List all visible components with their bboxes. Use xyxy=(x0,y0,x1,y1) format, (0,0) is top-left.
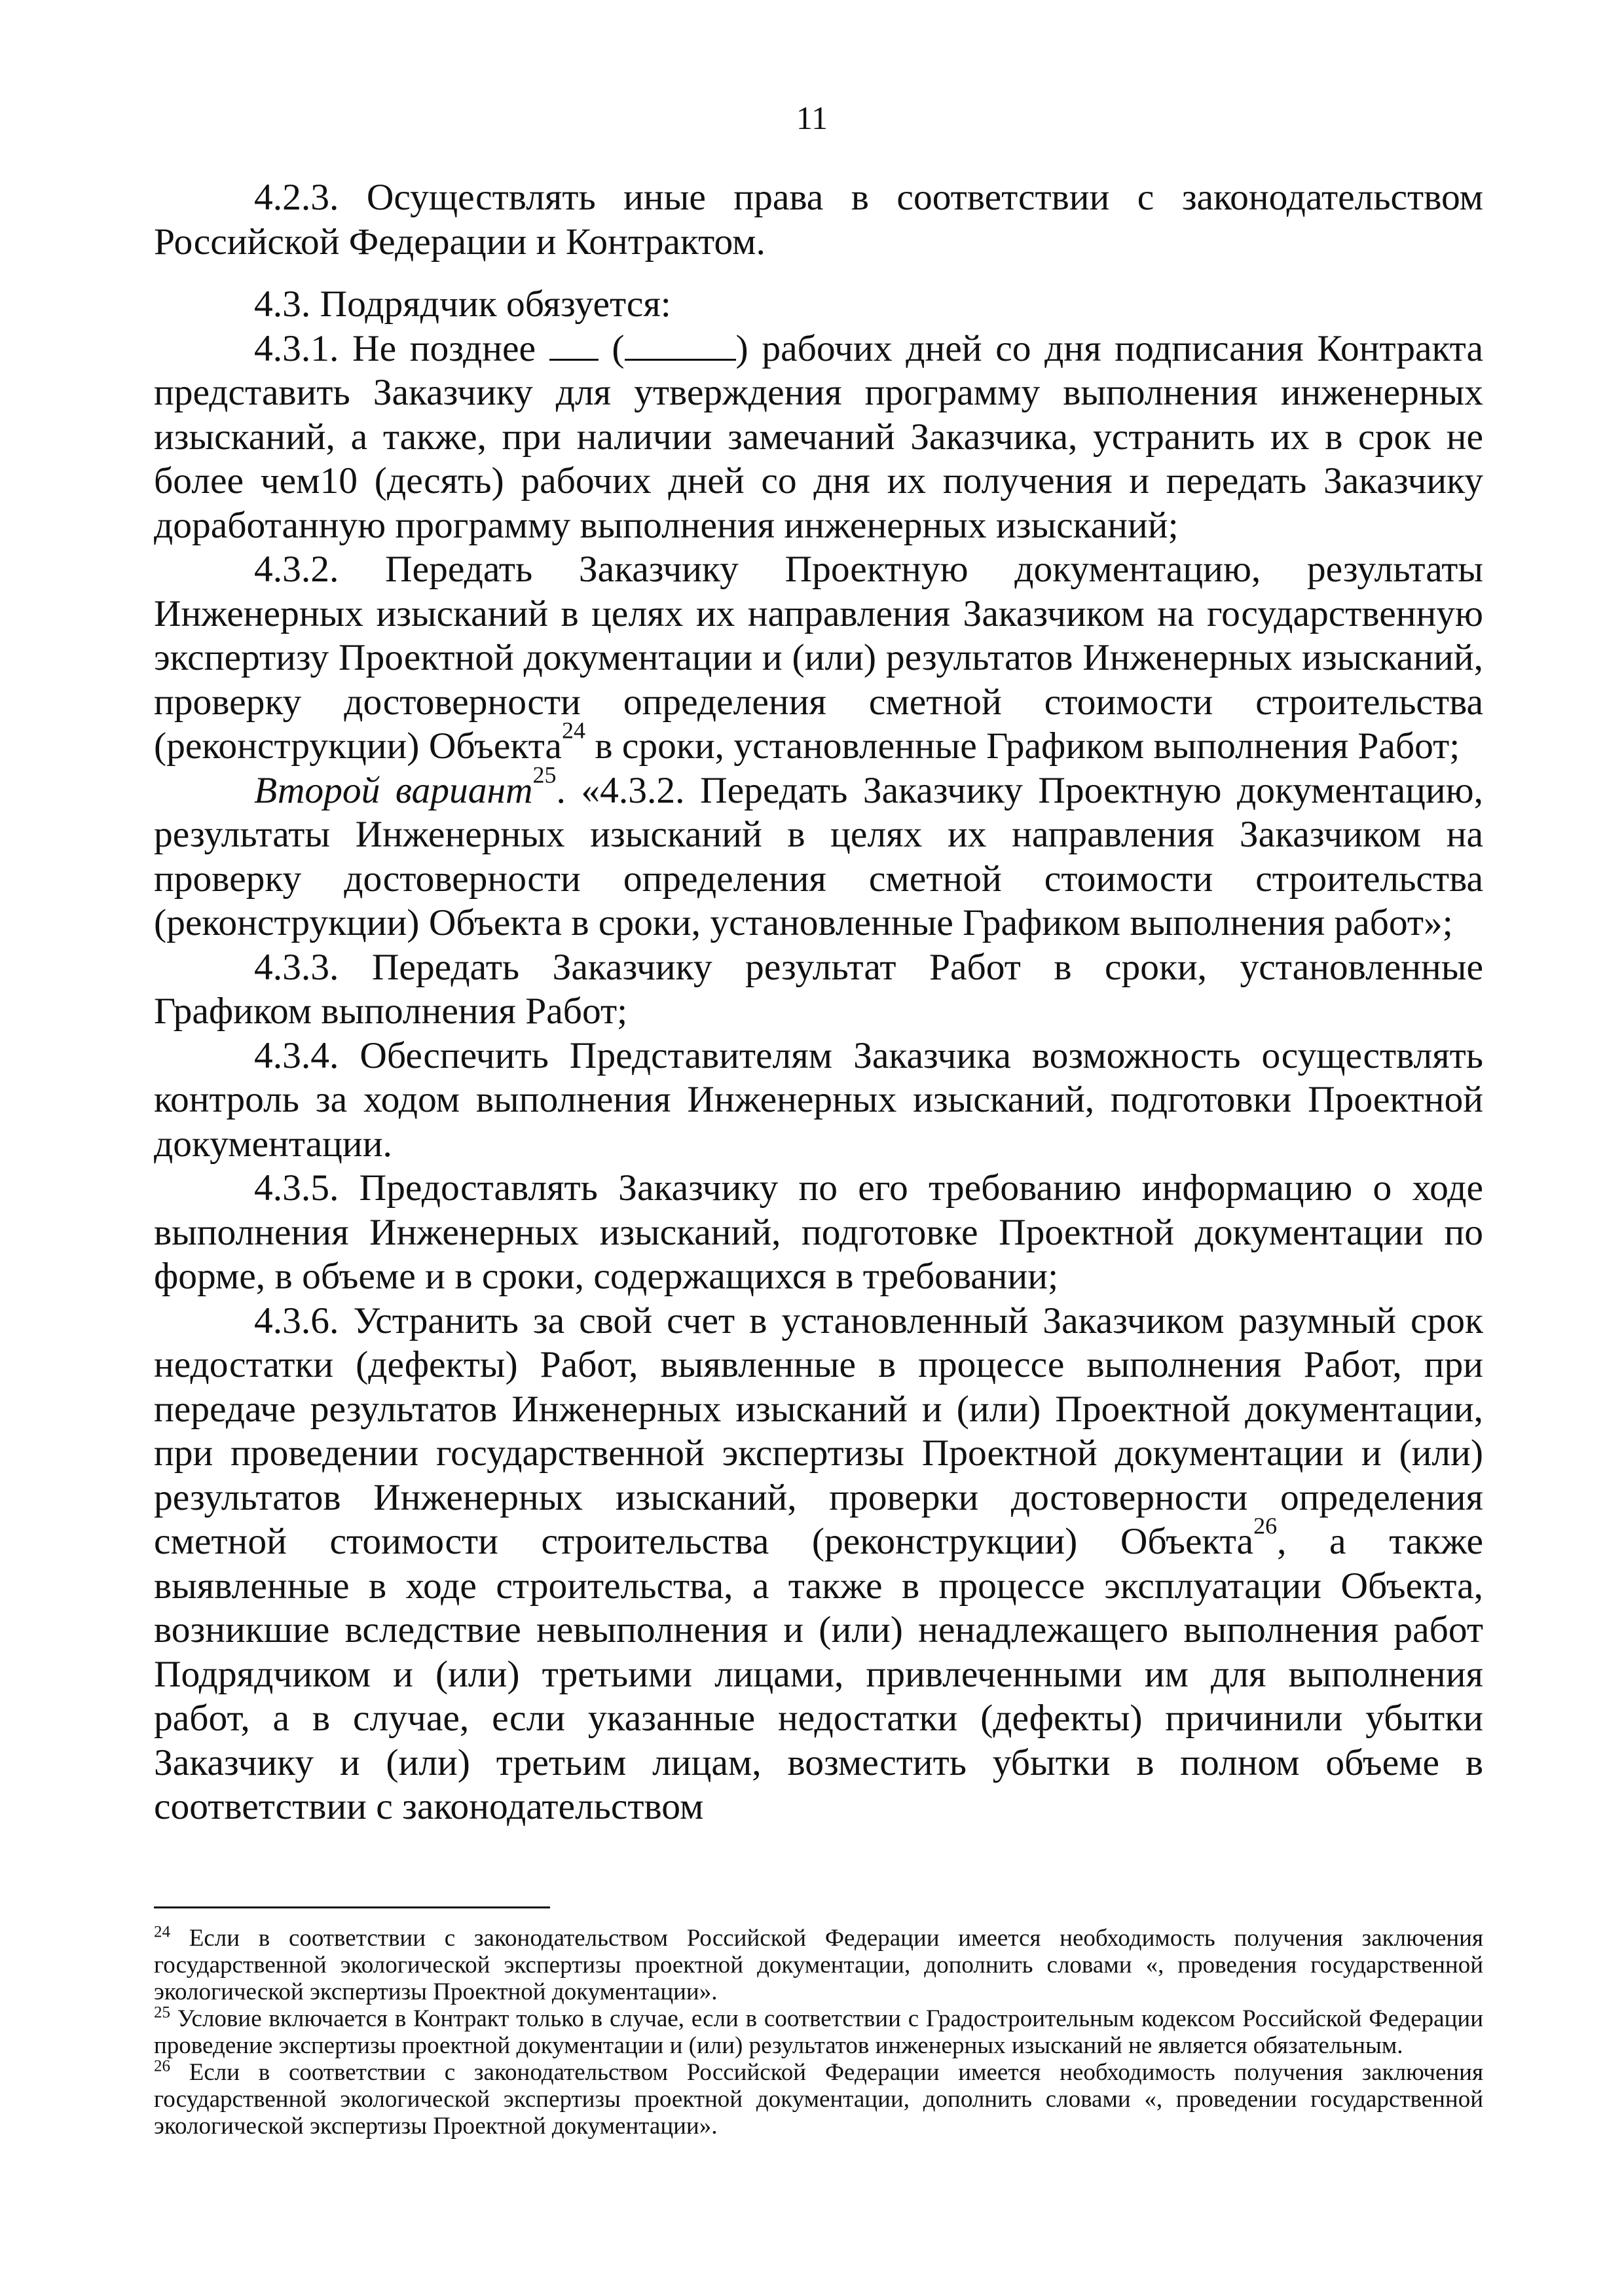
paragraph-4-2-3: 4.2.3. Осуществлять иные права в соответствии с законодательством Российской Федерации и Контрактом. xyxy=(154,177,1483,263)
footnote-26: $^{26}$ Если в соответствии с законодательством Российской Федерации имеется необходимость получения заключения государственной экологической экспертизы проектной документации, дополнить словами «, проведении государственной экологической экспертизы Проектной документации». xyxy=(154,2057,1483,2140)
paragraph-4-3-3: 4.3.3. Передать Заказчику результат Работ в сроки, установленные Графиком выполнения Работ; xyxy=(154,946,1483,1032)
footnote-ref-26: 26 xyxy=(1253,1512,1278,1539)
paragraph-4-3-1: 4.3.1. Не позднее ( ) рабочих дней со дня подписания Контракта представить Заказчику для утверждения программу выполнения инженерных изысканий, а также, при наличии замечаний Заказчика, устранить их в срок не более чем10 (десять) рабочих дней со дня их получения и передать Заказчику доработанную программу выполнения инженерных изысканий; xyxy=(154,327,1484,546)
blank-number-field xyxy=(549,333,599,361)
footnotes xyxy=(154,1925,1483,2140)
paragraph-4-3: 4.3. Подрядчик обязуется: xyxy=(254,283,671,325)
page-number: 11 xyxy=(796,100,828,136)
paragraph-4-3-4: 4.3.4. Обеспечить Представителям Заказчика возможность осуществлять контроль за ходом выполнения Инженерных изысканий, подготовки Проектной документации. xyxy=(154,1034,1483,1165)
footnote-ref-25: 25 xyxy=(532,761,557,788)
paragraph-second-variant: Второй вариант$^{25}$. «4.3.2. Передать Заказчику Проектную документацию, результаты Инженерных изысканий в целях их направления Заказчиком на проверку достоверности определения сметной стоимости строительства (реконструкции) Объекта в сроки, установленные Графиком выполнения работ»; xyxy=(154,761,1484,943)
footnote-24: $^{24}$ Если в соответствии с законодательством Российской Федерации имеется необходимость получения заключения государственной экологической экспертизы проектной документации, дополнить словами «, проведения государственной экологической экспертизы Проектной документации». xyxy=(154,1923,1483,2005)
paragraph-4-3-6: 4.3.6. Устранить за свой счет в установленный Заказчиком разумный срок недостатки (дефекты) Работ, выявленные в процессе выполнения Работ, при передаче результатов Инженерных изысканий и (или) Проектной документации, при проведении государственной экспертизы Проектной документации и (или) результатов Инженерных изысканий, проверки достоверности определения сметной стоимости строительства (реконструкции) Объекта$^{26}$, а также выявленные в ходе строительства, а также в процессе эксплуатации Объекта, возникшие вследствие невыполнения и (или) ненадлежащего выполнения работ Подрядчиком и (или) третьими лицами, привлеченными им для выполнения работ, а в случае, если указанные недостатки (дефекты) причинили убытки Заказчику и (или) третьим лицам, возместить убытки в полном объеме в соответствии с законодательством xyxy=(154,1300,1483,1827)
main-text xyxy=(154,175,1483,1829)
paragraph-4-3-5: 4.3.5. Предоставлять Заказчику по его требованию информацию о ходе выполнения Инженерных изысканий, подготовке Проектной документации по форме, в объеме и в сроки, содержащихся в требовании; xyxy=(154,1167,1483,1297)
paragraph-4-3-2: 4.3.2. Передать Заказчику Проектную документацию, результаты Инженерных изысканий в целях их направления Заказчиком на государственную экспертизу Проектной документации и (или) результатов Инженерных изысканий, проверку достоверности определения сметной стоимости строительства (реконструкции) Объекта$^{24}$ в сроки, установленные Графиком выполнения Работ; xyxy=(154,549,1483,767)
blank-words-field xyxy=(625,333,736,361)
footnote-ref-24: 24 xyxy=(561,717,585,744)
footnote-25: $^{25}$ Условие включается в Контракт только в случае, если в соответствии с Градостроительным кодексом Российской Федерации проведение экспертизы проектной документации и (или) результатов инженерных изысканий не является обязательным. xyxy=(154,2003,1483,2059)
footnote-separator xyxy=(154,1906,550,1908)
